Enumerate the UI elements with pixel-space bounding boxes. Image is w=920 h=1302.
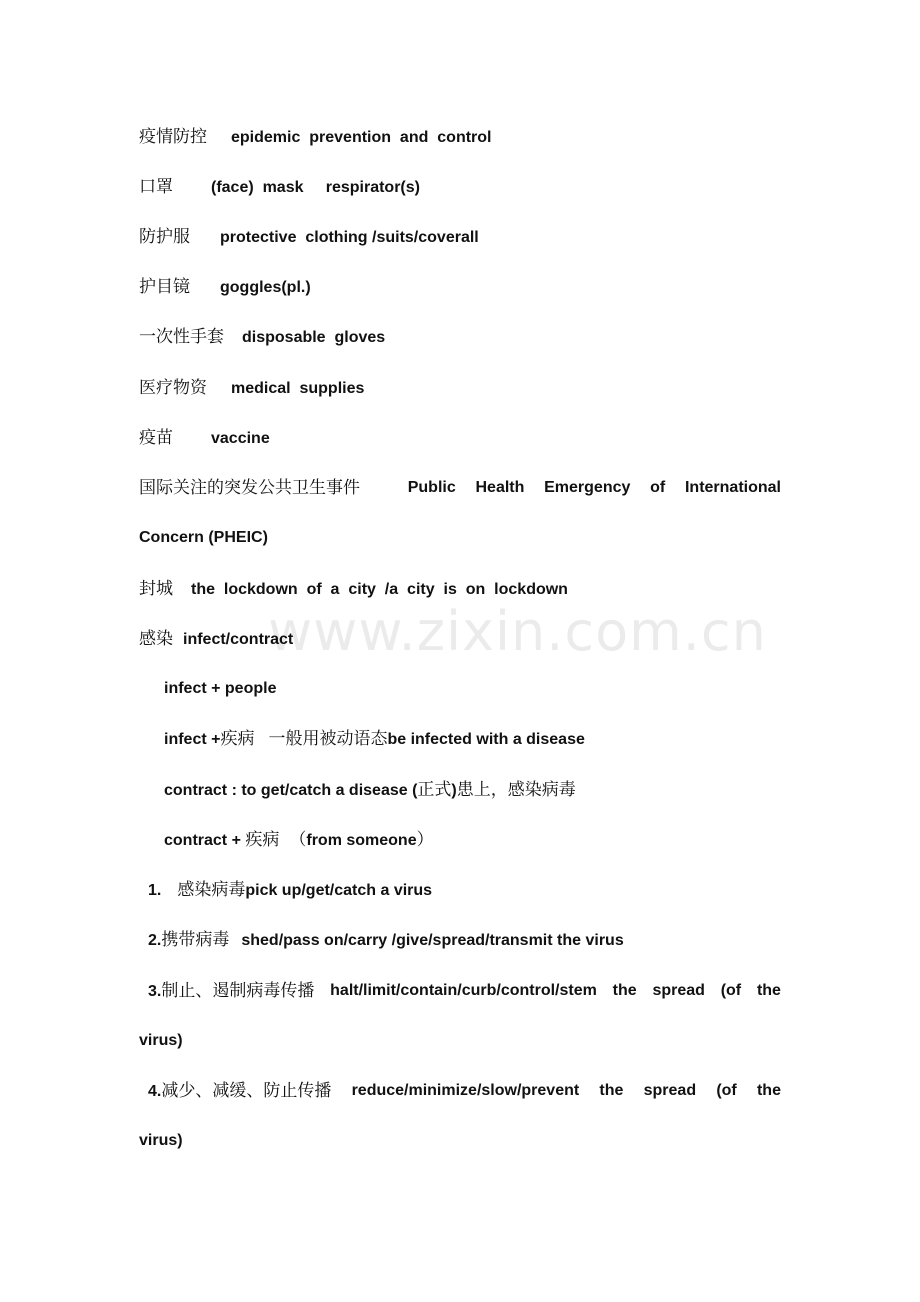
pheic-word: Public: [407, 479, 456, 496]
item-word: halt/limit/contain/curb/control/stem: [330, 982, 597, 999]
item-cont-text: virus): [139, 1132, 183, 1149]
vocab-english: (face) mask respirator(s): [211, 179, 420, 196]
item-chinese: 制止、遏制病毒传播: [161, 981, 315, 1000]
note-chinese: （: [289, 830, 307, 849]
vocab-chinese: 医疗物资: [139, 378, 207, 397]
vocab-chinese: 疫苗: [139, 428, 173, 447]
item-chinese: 携带病毒: [161, 930, 230, 949]
usage-note: [164, 825, 781, 855]
item-number: 4.: [148, 1083, 162, 1100]
pheic-continuation: [139, 523, 781, 553]
usage-note: [164, 674, 781, 704]
vocab-chinese: 疫情防控: [139, 127, 207, 146]
note-text: contract : to get/catch a disease (: [164, 782, 418, 799]
note-text: from someone: [306, 832, 417, 849]
vocab-row: [139, 222, 781, 252]
vocab-english: the lockdown of a city /a city is on lockdown: [191, 581, 568, 598]
item-word: spread: [643, 1082, 697, 1099]
note-chinese: ）: [416, 830, 434, 849]
usage-note: [164, 775, 781, 805]
note-text: contract +: [164, 832, 246, 849]
item-chinese: 减少、减缓、防止传播: [161, 1081, 332, 1100]
note-chinese: 一般用被动语态: [268, 729, 388, 748]
pheic-cont-text: Concern (PHEIC): [139, 529, 268, 546]
numbered-item: [148, 925, 781, 955]
vocab-row: [139, 322, 781, 352]
item-english: pick up/get/catch a virus: [245, 882, 433, 899]
item-english: shed/pass on/carry /give/spread/transmit the virus: [241, 932, 624, 949]
item-word: the: [612, 982, 637, 999]
pheic-row: [139, 473, 781, 503]
item-word: (of: [720, 982, 742, 999]
note-chinese: 正式: [417, 780, 452, 799]
item-word: the: [599, 1082, 624, 1099]
item-word: spread: [652, 982, 705, 999]
note-chinese: 疾病: [245, 830, 280, 849]
pheic-word: International: [684, 479, 781, 496]
vocab-chinese: 一次性手套: [139, 327, 224, 346]
vocab-row: [139, 423, 781, 453]
note-text: infect +: [164, 731, 221, 748]
item-word: reduce/minimize/slow/prevent: [351, 1082, 580, 1099]
vocab-english: infect/contract: [183, 631, 294, 648]
item-number: 2.: [148, 932, 162, 949]
vocab-row: [139, 122, 781, 152]
vocab-english: medical supplies: [231, 380, 365, 397]
vocab-english: protective clothing /suits/coverall: [220, 229, 479, 246]
vocab-row: [139, 574, 781, 604]
vocab-chinese: 护目镜: [139, 277, 190, 296]
item-number: 1.: [148, 882, 162, 899]
item-word: (of: [716, 1082, 737, 1099]
vocab-english: vaccine: [211, 430, 270, 447]
pheic-word: of: [650, 479, 666, 496]
numbered-item: [148, 875, 781, 905]
vocab-row: [139, 272, 781, 302]
vocab-english: goggles(pl.): [220, 279, 311, 296]
item-word: the: [756, 982, 781, 999]
numbered-item-continuation: [139, 1126, 781, 1156]
watermark: www.zixin.com.cn: [268, 600, 767, 663]
vocab-row: [139, 624, 781, 654]
numbered-item: [148, 976, 781, 1006]
vocab-row: [139, 172, 781, 202]
pheic-word: Emergency: [544, 479, 631, 496]
item-word: the: [756, 1082, 781, 1099]
vocab-chinese: 口罩: [139, 177, 173, 196]
note-chinese: 患上，感染病毒: [456, 780, 576, 799]
vocab-chinese: 感染: [139, 629, 173, 648]
note-text: infect + people: [164, 680, 277, 697]
note-text: be infected with a disease: [387, 731, 585, 748]
vocab-english: disposable gloves: [242, 329, 386, 346]
vocab-chinese: 防护服: [139, 227, 190, 246]
usage-note: [164, 724, 781, 754]
item-cont-text: virus): [139, 1032, 183, 1049]
note-text: ): [451, 782, 457, 799]
item-chinese: 感染病毒: [177, 880, 246, 899]
note-chinese: 疾病: [220, 729, 255, 748]
numbered-item-continuation: [139, 1026, 781, 1056]
vocab-chinese: 封城: [139, 579, 173, 598]
item-number: 3.: [148, 983, 162, 1000]
numbered-item: [148, 1076, 781, 1106]
vocab-english: epidemic prevention and control: [231, 129, 492, 146]
vocab-row: [139, 373, 781, 403]
vocab-chinese: 国际关注的突发公共卫生事件: [139, 478, 360, 497]
pheic-word: Health: [475, 479, 525, 496]
